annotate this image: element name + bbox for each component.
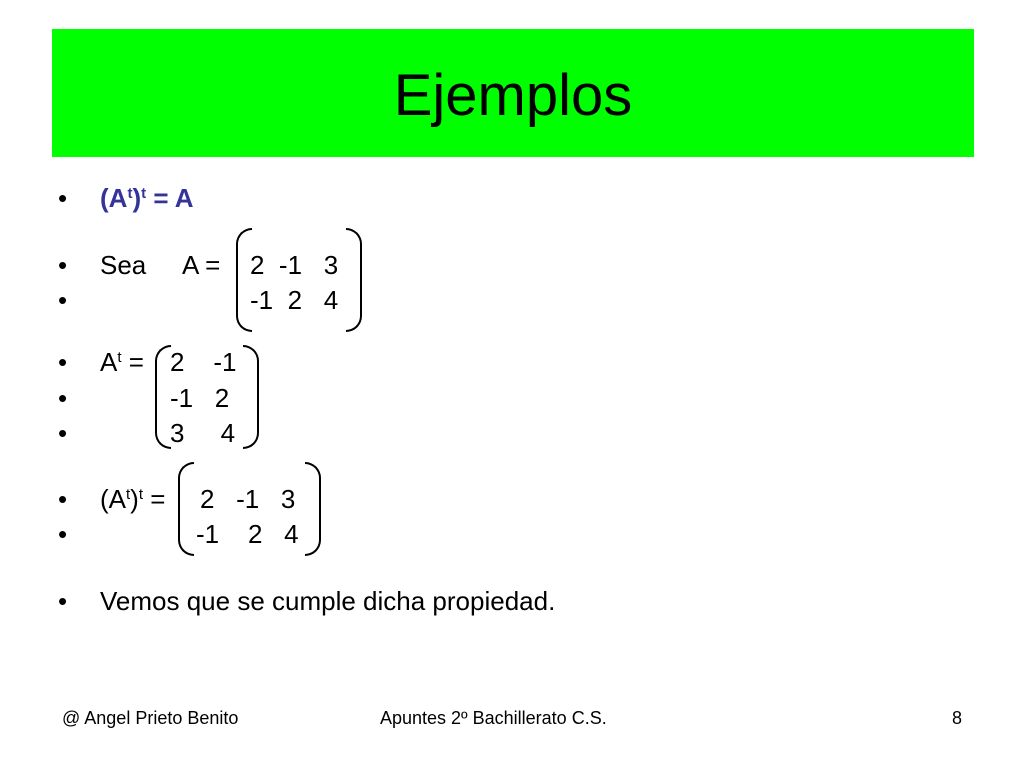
matrix-at-row-1: 2 -1 xyxy=(170,347,237,377)
title-bar xyxy=(52,29,974,157)
matrix-at-row-2: -1 2 xyxy=(170,383,230,413)
matrix-a-row-1: 2 -1 3 xyxy=(250,250,339,280)
matrix-at-left-paren xyxy=(155,345,171,449)
matrix-a-label: A = xyxy=(182,250,221,280)
footer-course: Apuntes 2º Bachillerato C.S. xyxy=(380,708,607,728)
matrix-a-left-paren xyxy=(236,228,252,332)
matrix-att-right-paren xyxy=(305,462,321,556)
sea-label: Sea xyxy=(100,250,147,280)
bullet: • xyxy=(58,347,68,377)
bullet: • xyxy=(58,383,68,413)
bullet: • xyxy=(58,519,68,549)
bullet: • xyxy=(58,484,68,514)
matrix-att-row-2: -1 2 4 xyxy=(196,519,299,549)
bullet: • xyxy=(58,285,68,315)
matrix-att-left-paren xyxy=(178,462,194,556)
bullet: • xyxy=(58,418,68,448)
footer-author: @ Angel Prieto Benito xyxy=(62,708,239,728)
slide-title: Ejemplos xyxy=(393,63,633,128)
bullet: • xyxy=(58,250,68,280)
property-statement: $(A^t)^t = A$ xyxy=(100,183,194,213)
matrix-a-row-2: -1 2 4 xyxy=(250,285,339,315)
matrix-at-right-paren xyxy=(243,345,259,449)
page-number: 8 xyxy=(952,708,963,728)
matrix-at-row-3: 3 4 xyxy=(170,418,236,448)
transpose-label: $A^t$ = xyxy=(100,347,144,377)
matrix-a-right-paren xyxy=(346,228,362,332)
bullet: • xyxy=(58,586,68,616)
double-transpose-label: $(A^t)^t$ = xyxy=(100,484,166,514)
conclusion-text: Vemos que se cumple dicha propiedad. xyxy=(100,586,556,616)
matrix-att-row-1: 2 -1 3 xyxy=(200,484,296,514)
bullet: • xyxy=(58,183,68,213)
